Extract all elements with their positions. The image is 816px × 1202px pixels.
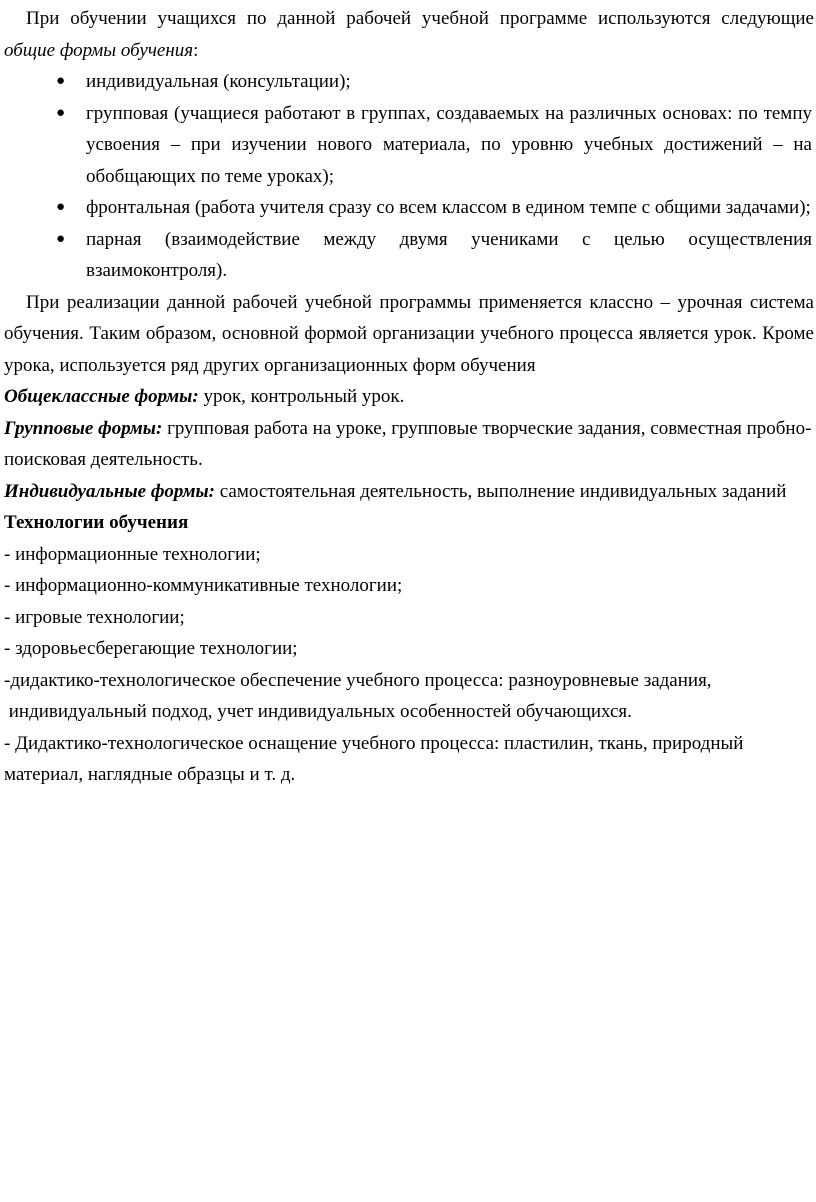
list-item-text: парная (взаимодействие между двумя учениками с целью осуществления взаимоконтроля). (86, 228, 812, 281)
intro-tail: : (193, 39, 199, 61)
list-item (56, 192, 814, 224)
bullet-icon: ● (56, 199, 66, 215)
intro-paragraph (4, 3, 814, 66)
bullet-icon: ● (56, 230, 66, 247)
tech-item: - Дидактико-технологическое оснащение учебного процесса: пластилин, ткань, природный материал, наглядные образцы и т. д. (4, 732, 744, 785)
intro-text: При обучении учащихся по данной рабочей учебной программе используются следующие (26, 8, 814, 29)
general-forms-text: урок, контрольный урок. (198, 386, 405, 407)
list-item (56, 224, 814, 287)
system-paragraph: При реализации данной рабочей учебной программы применяется классно – урочная система обучения. Таким образом, основной формой организации учебного процесса является урок. Кроме урока, используется ряд других организационных форм обучения (4, 291, 814, 376)
tech-item: - информационно-коммуникативные технологии; (4, 575, 403, 596)
group-forms-label: Групповые формы: (4, 417, 163, 439)
list-item (56, 66, 814, 98)
tech-item: - здоровьесберегающие технологии; (4, 638, 298, 659)
bullet-icon: ● (56, 73, 66, 89)
tech-item: - игровые технологии; (4, 606, 185, 628)
list-item-text: групповая (учащиеся работают в группах, создаваемых на различных основах: по темпу усвоения – при изучении нового материала, по уровню учебных достижений – на обобщающих по теме уроках); (86, 102, 812, 187)
individual-forms-paragraph (4, 476, 814, 508)
tech-item: - информационные технологии; (4, 543, 261, 565)
group-forms-paragraph (4, 413, 814, 476)
list-item (56, 98, 814, 193)
tech-item: индивидуальный подход, учет индивидуальных особенностей обучающихся. (4, 701, 632, 722)
tech-item: -дидактико-технологическое обеспечение учебного процесса: разноуровневые задания, (4, 669, 712, 691)
forms-list (4, 66, 814, 287)
list-item-text: фронтальная (работа учителя сразу со всем классом в едином темпе с общими задачами); (86, 197, 811, 218)
individual-forms-label: Индивидуальные формы: (4, 480, 216, 502)
individual-forms-text: самостоятельная деятельность, выполнение индивидуальных заданий (215, 480, 787, 502)
group-forms-text: групповая работа на уроке, групповые творческие задания, совместная пробно-поисковая деятельность. (4, 417, 812, 470)
list-item-text: индивидуальная (консультации); (86, 71, 351, 92)
intro-emphasis: общие формы обучения (4, 39, 194, 61)
general-forms-paragraph (4, 381, 814, 413)
general-forms-label: Общеклассные формы: (4, 386, 199, 407)
bullet-icon: ● (56, 104, 66, 121)
tech-heading: Технологии обучения (4, 512, 189, 533)
